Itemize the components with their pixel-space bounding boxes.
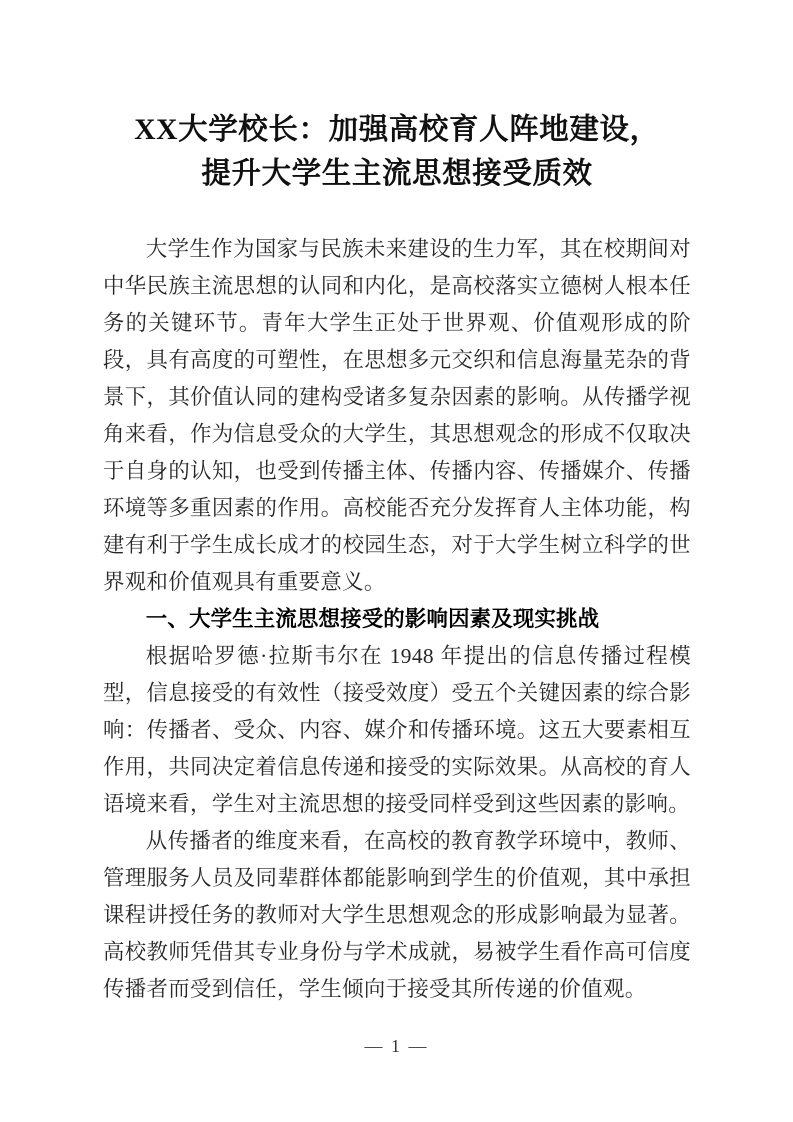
section-heading-1: 一、大学生主流思想接受的影响因素及现实挑战 [145,607,600,631]
document-title-line-1: XX大学校长：加强高校育人阵地建设， [134,114,660,146]
body-paragraph-3: 从传播者的维度来看，在高校的教育教学环境中，教师、管理服务人员及同辈群体都能影响到学生的价值观，其中承担课程讲授任务的教师对大学生思想观念的形成影响最为显著。高校教师凭借其专业身份与学术成就，易被学生看作高可信度传播者而受到信任，学生倾向于接受其所传递的价值观。 [103,829,691,1001]
body-paragraph-1: 大学生作为国家与民族未来建设的生力军，其在校期间对中华民族主流思想的认同和内化，是高校落实立德树人根本任务的关键环节。青年大学生正处于世界观、价值观形成的阶段，具有高度的可塑性，在思想多元交织和信息海量芜杂的背景下，其价值认同的建构受诸多复杂因素的影响。从传播学视角来看，作为信息受众的大学生，其思想观念的形成不仅取决于自身的认知，也受到传播主体、传播内容、传播媒介、传播环境等多重因素的作用。高校能否充分发挥育人主体功能，构建有利于学生成长成才的校园生态，对于大学生树立科学的世界观和价值观具有重要意义。 [103,237,691,594]
body-paragraph-2: 根据哈罗德·拉斯韦尔在 1948 年提出的信息传播过程模型，信息接受的有效性（接受效度）受五个关键因素的综合影响：传播者、受众、内容、媒介和传播环境。这五大要素相互作用，共同决定着信息传递和接受的实际效果。从高校的育人语境来看，学生对主流思想的接受同样受到这些因素的影响。 [103,644,691,816]
page-number-footer: — 1 — [364,1036,429,1056]
document-title [103,108,691,196]
document-body [103,231,691,1008]
document-title-line-2: 提升大学生主流思想接受质效 [201,158,593,190]
